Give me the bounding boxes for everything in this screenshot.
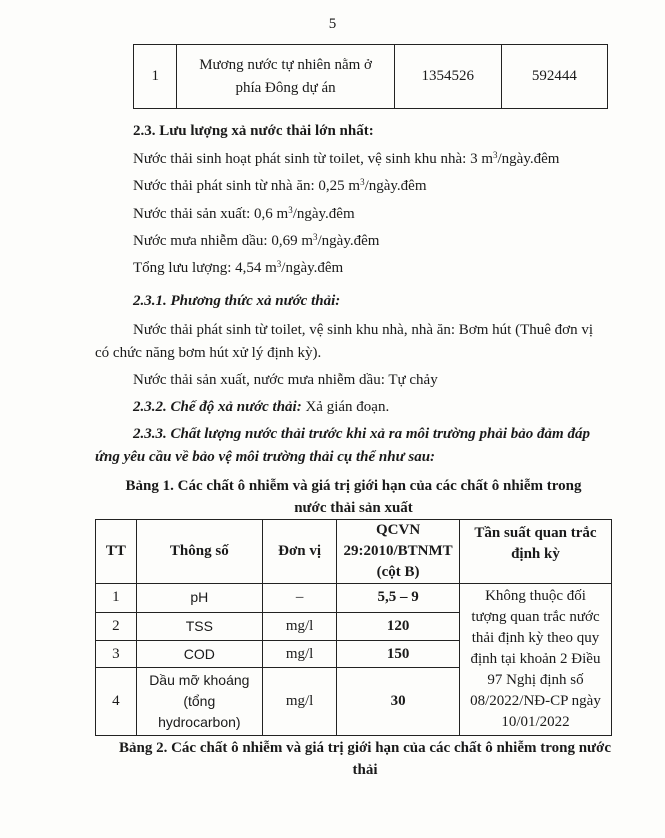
section-heading-2-3-1: 2.3.1. Phương thức xả nước thải:: [133, 293, 341, 309]
flow-item-production: Nước thải sản xuất: 0,6 $m^3/ngày.đêm$: [133, 205, 355, 222]
cell-parameter: pH: [136, 584, 262, 613]
cell-limit-value: 30: [337, 668, 460, 736]
flow-item-domestic: Nước thải sinh hoạt phát sinh từ toilet, vệ sinh khu nhà: 3 $m^3/ngày.đêm$: [133, 150, 560, 167]
cell-parameter: TSS: [136, 612, 262, 641]
pollutant-limits-table: [95, 519, 612, 736]
section-heading-2-3: 2.3. Lưu lượng xả nước thải lớn nhất:: [133, 123, 374, 139]
discharge-point-table: [133, 44, 608, 109]
cell-unit: mg/l: [262, 668, 336, 736]
table-row: [96, 584, 612, 613]
cell-tt: 1: [96, 584, 137, 613]
cell-unit: –: [262, 584, 336, 613]
cell-unit: mg/l: [262, 612, 336, 641]
cell-tt: 2: [96, 612, 137, 641]
cell-limit-value: 120: [337, 612, 460, 641]
header-parameter: Thông số: [136, 520, 262, 584]
cell-unit: mg/l: [262, 641, 336, 668]
cell-parameter: Dầu mỡ khoáng (tổng hydrocarbon): [136, 668, 262, 736]
cell-limit-value: 5,5 – 9: [337, 584, 460, 613]
page-number: 5: [328, 16, 337, 32]
cell-stt: 1: [134, 45, 177, 109]
section-heading-2-3-3-line-1: 2.3.3. Chất lượng nước thải trước khi xả ra môi trường phải bảo đảm đáp: [133, 426, 590, 442]
table-1-caption: Bảng 1. Các chất ô nhiễm và giá trị giới hạn của các chất ô nhiễm trong nước thải sản xuất: [125, 478, 582, 516]
discharge-method-gravity: Nước thải sản xuất, nước mưa nhiễm dầu: Tự chảy: [133, 372, 438, 388]
cell-tt: 3: [96, 641, 137, 668]
header-monitoring-frequency: Tần suất quan trắc định kỳ: [459, 520, 611, 584]
flow-item-oily-rainwater: Nước mưa nhiễm dầu: 0,69 $m^3/ngày.đêm$: [133, 232, 380, 249]
discharge-method-line-2: có chức năng bơm hút xử lý định kỳ).: [95, 345, 322, 361]
table-2-caption: Bảng 2. Các chất ô nhiễm và giá trị giới hạn của các chất ô nhiễm trong nước thải: [119, 740, 611, 778]
flow-item-total: Tổng lưu lượng: 4,54 $m^3/ngày.đêm$: [133, 259, 344, 276]
section-heading-2-3-3-line-2: ứng yêu cầu về bảo vệ môi trường thải cụ thể như sau:: [95, 449, 436, 465]
discharge-regime: 2.3.2. Chế độ xả nước thải: Xả gián đoạn.: [133, 399, 390, 415]
cell-y-coordinate: 592444: [501, 45, 607, 109]
header-qcvn: QCVN 29:2010/BTNMT (cột B): [337, 520, 460, 584]
header-unit: Đơn vị: [262, 520, 336, 584]
cell-tt: 4: [96, 668, 137, 736]
table-row: [134, 45, 608, 109]
flow-item-canteen: Nước thải phát sinh từ nhà ăn: 0,25 $m^3/ngày.đêm$: [133, 177, 427, 194]
table-header-row: [96, 520, 612, 584]
cell-parameter: COD: [136, 641, 262, 668]
cell-x-coordinate: 1354526: [394, 45, 501, 109]
cell-frequency-note: Không thuộc đối tượng quan trắc nước thải định kỳ theo quy định tại khoản 2 Điều 97 Nghị định số 08/2022/NĐ-CP ngày 10/01/2022: [459, 584, 611, 736]
discharge-method-line-1: Nước thải phát sinh từ toilet, vệ sinh khu nhà, nhà ăn: Bơm hút (Thuê đơn vị: [133, 322, 593, 338]
cell-limit-value: 150: [337, 641, 460, 668]
header-tt: TT: [96, 520, 137, 584]
cell-location-name: Mương nước tự nhiên nằm ở phía Đông dự án: [177, 45, 394, 109]
